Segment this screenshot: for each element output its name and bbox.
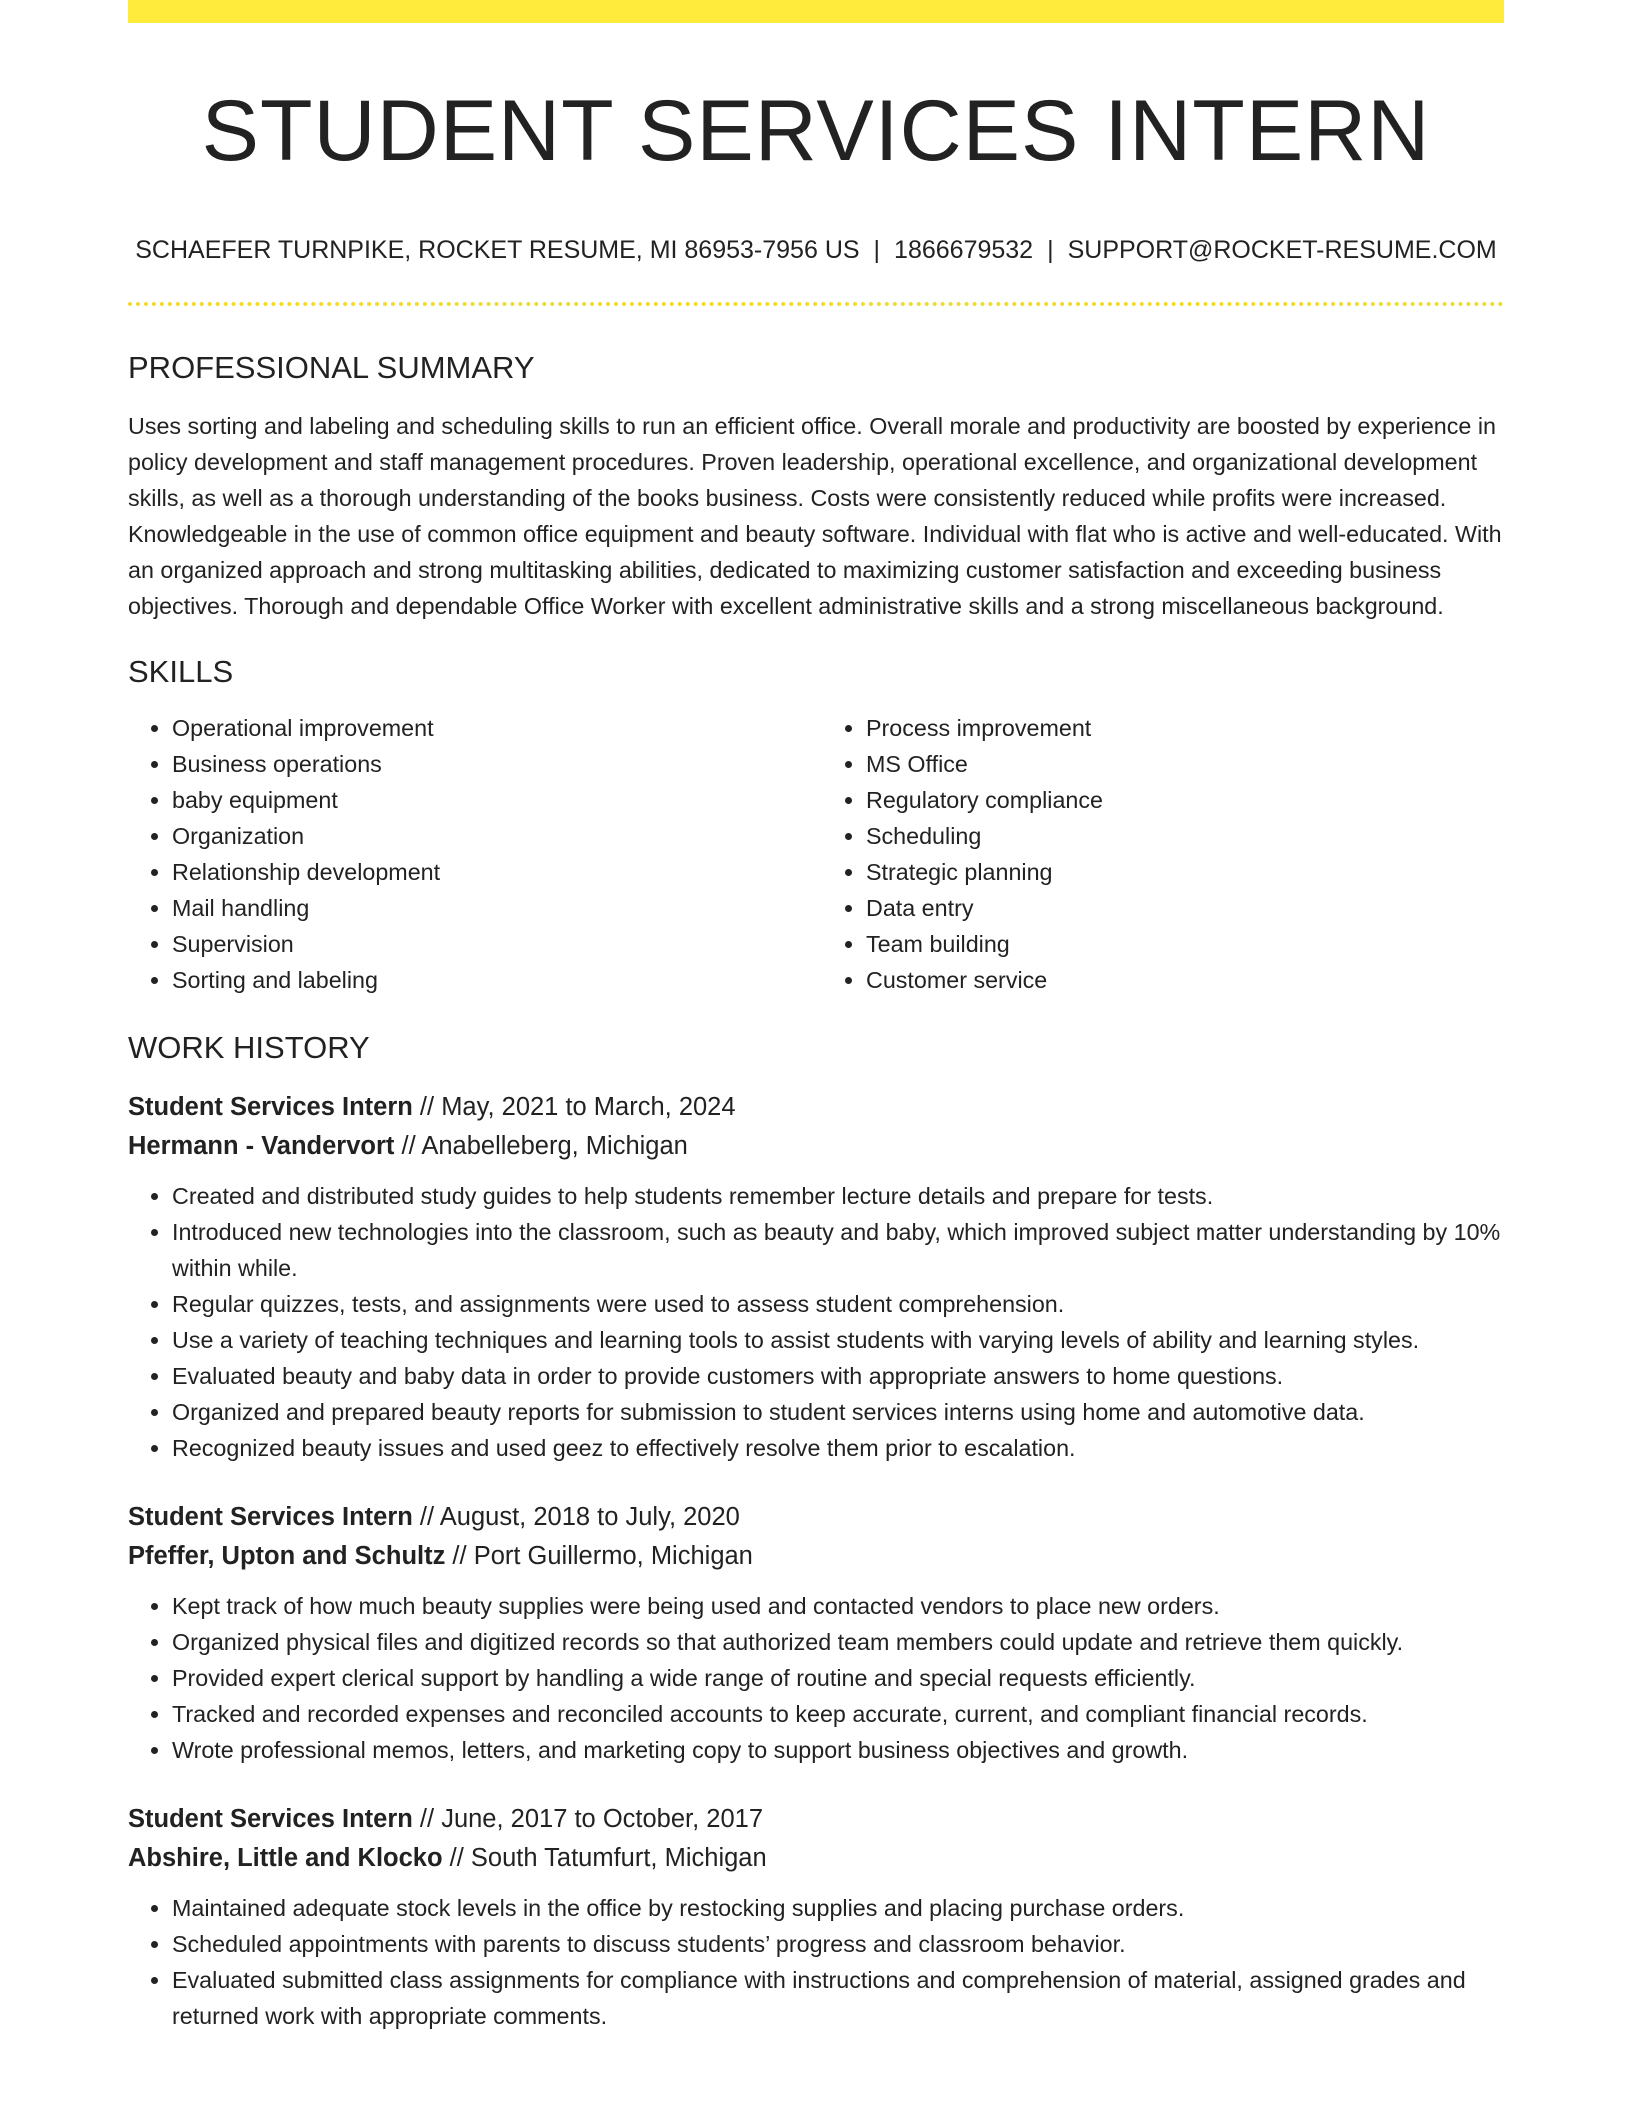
skill-item: • Business operations xyxy=(172,746,816,782)
contact-separator: | xyxy=(1047,235,1054,264)
job-duty: • Evaluated beauty and baby data in order to provide customers with appropriate answers to home questions. xyxy=(172,1358,1504,1394)
job-separator: // xyxy=(412,1092,442,1121)
job-entry xyxy=(128,1088,1504,1466)
skills-heading: SKILLS xyxy=(128,653,234,689)
job-duties xyxy=(128,1588,1504,1768)
job-separator: // xyxy=(394,1131,422,1160)
job-dates: August, 2018 to July, 2020 xyxy=(439,1502,740,1531)
skill-item: • Mail handling xyxy=(172,890,816,926)
skill-item: • Operational improvement xyxy=(172,710,816,746)
job-duty: • Wrote professional memos, letters, and marketing copy to support business objectives and growth. xyxy=(172,1732,1504,1768)
job-separator: // xyxy=(445,1541,474,1570)
contact-separator: | xyxy=(873,235,881,264)
job-role-line xyxy=(128,1088,1504,1127)
skill-item: • baby equipment xyxy=(172,782,816,818)
job-duty: • Regular quizzes, tests, and assignments were used to assess student comprehension. xyxy=(172,1286,1504,1322)
resume-page xyxy=(128,0,1504,2034)
job-location: Port Guillermo, Michigan xyxy=(473,1541,753,1570)
job-duty: • Scheduled appointments with parents to discuss students’ progress and classroom behavior. xyxy=(172,1926,1504,1962)
job-company: Hermann - Vandervort xyxy=(128,1131,395,1160)
resume-title: STUDENT SERVICES INTERN xyxy=(201,83,1431,179)
skills-list-right xyxy=(816,710,1504,998)
contact-phone: 1866679532 xyxy=(894,235,1034,264)
dotted-divider xyxy=(128,302,1504,306)
contact-address: SCHAEFER TURNPIKE, ROCKET RESUME, MI 86953-7956 US xyxy=(135,235,860,264)
job-duties xyxy=(128,1890,1504,2034)
job-duty: • Evaluated submitted class assignments for compliance with instructions and comprehension of material, assigned grades and returned work with appropriate comments. xyxy=(172,1962,1504,2034)
job-duty: • Tracked and recorded expenses and reconciled accounts to keep accurate, current, and compliant financial records. xyxy=(172,1696,1504,1732)
accent-bar xyxy=(128,0,1504,23)
summary-heading: PROFESSIONAL SUMMARY xyxy=(128,349,535,385)
job-duty: • Use a variety of teaching techniques and learning tools to assist students with varying levels of ability and learning styles. xyxy=(172,1322,1504,1358)
job-role: Student Services Intern xyxy=(128,1804,413,1833)
job-separator: // xyxy=(412,1804,442,1833)
contact-line xyxy=(128,236,1504,265)
skills-list-left xyxy=(128,710,816,998)
job-duty: • Kept track of how much beauty supplies were being used and contacted vendors to place new orders. xyxy=(172,1588,1504,1624)
job-entry xyxy=(128,1800,1504,2034)
job-separator: // xyxy=(442,1843,471,1872)
skill-item: • Supervision xyxy=(172,926,816,962)
skills-columns xyxy=(128,710,1504,998)
job-role: Student Services Intern xyxy=(128,1092,413,1121)
job-role-line xyxy=(128,1498,1504,1537)
skill-item: • Regulatory compliance xyxy=(866,782,1504,818)
job-company: Pfeffer, Upton and Schultz xyxy=(128,1541,446,1570)
skill-item: • Strategic planning xyxy=(866,854,1504,890)
work-history-heading: WORK HISTORY xyxy=(128,1029,370,1065)
skill-item: • Data entry xyxy=(866,890,1504,926)
skill-item: • Scheduling xyxy=(866,818,1504,854)
summary-text: Uses sorting and labeling and scheduling skills to run an efficient office. Overall morale and productivity are boosted by experience in policy development and staff management procedures. Proven leadership, operational excellence, and organizational development skills, as well as a thorough understanding of the books business. Costs were consistently reduced while profits were increased. Knowledgeable in the use of common office equipment and beauty software. Individual with flat who is active and well-educated. With an organized approach and strong multitasking abilities, dedicated to maximizing customer satisfaction and exceeding business objectives. Thorough and dependable Office Worker with excellent administrative skills and a strong miscellaneous background. xyxy=(128,412,1502,619)
job-duty: • Organized and prepared beauty reports for submission to student services interns using home and automotive data. xyxy=(172,1394,1504,1430)
job-role-line xyxy=(128,1800,1504,1839)
skill-item: • MS Office xyxy=(866,746,1504,782)
job-duty: • Provided expert clerical support by handling a wide range of routine and special requests efficiently. xyxy=(172,1660,1504,1696)
job-location: Anabelleberg, Michigan xyxy=(421,1131,688,1160)
skill-item: • Relationship development xyxy=(172,854,816,890)
contact-email: SUPPORT@ROCKET-RESUME.COM xyxy=(1067,235,1497,264)
skill-item: • Organization xyxy=(172,818,816,854)
job-entry xyxy=(128,1498,1504,1768)
job-dates: June, 2017 to October, 2017 xyxy=(441,1804,764,1833)
job-location: South Tatumfurt, Michigan xyxy=(470,1843,767,1872)
job-role: Student Services Intern xyxy=(128,1502,413,1531)
job-duty: • Introduced new technologies into the classroom, such as beauty and baby, which improved subject matter understanding by 10% within while. xyxy=(172,1214,1504,1286)
skill-item: • Customer service xyxy=(866,962,1504,998)
job-duties xyxy=(128,1178,1504,1466)
job-company-line xyxy=(128,1537,1504,1576)
job-duty: • Maintained adequate stock levels in the office by restocking supplies and placing purchase orders. xyxy=(172,1890,1504,1926)
job-duty: • Recognized beauty issues and used geez to effectively resolve them prior to escalation. xyxy=(172,1430,1504,1466)
skill-item: • Sorting and labeling xyxy=(172,962,816,998)
skill-item: • Team building xyxy=(866,926,1504,962)
job-duty: • Created and distributed study guides to help students remember lecture details and prepare for tests. xyxy=(172,1178,1504,1214)
job-dates: May, 2021 to March, 2024 xyxy=(441,1092,736,1121)
job-company-line xyxy=(128,1127,1504,1166)
job-company-line xyxy=(128,1839,1504,1878)
job-company: Abshire, Little and Klocko xyxy=(128,1843,443,1872)
job-duty: • Organized physical files and digitized records so that authorized team members could update and retrieve them quickly. xyxy=(172,1624,1504,1660)
skill-item: • Process improvement xyxy=(866,710,1504,746)
job-separator: // xyxy=(412,1502,440,1531)
